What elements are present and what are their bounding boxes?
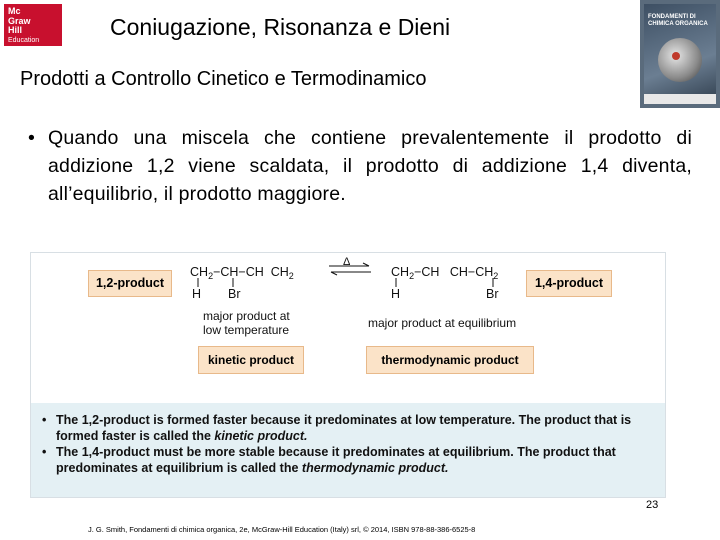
citation-footer: J. G. Smith, Fondamenti di chimica organica, 2e, McGraw-Hill Education (Italy) srl, © 2014, ISBN 978-88-386-6525-8 (88, 525, 476, 534)
logo-line: Graw (8, 15, 31, 26)
bullet-text: Quando una miscela che contiene prevalentemente il prodotto di addizione 1,2 viene scaldata, il prodotto di addizione 1,4 diventa, all’equilibrio, il prodotto maggiore. (48, 127, 692, 205)
note-term: kinetic product. (214, 429, 308, 443)
left-sub-br: Br (228, 287, 241, 301)
left-caption-line: major product at (203, 309, 290, 323)
book-cover-image (640, 0, 720, 108)
note-item: • The 1,2-product is formed faster because it predominates at low temperature. The product that is formed faster is called the kinetic product. (40, 412, 660, 444)
logo-line: Education (8, 36, 40, 44)
equilibrium-arrow-icon (327, 262, 373, 276)
bullet-point (28, 124, 692, 208)
thermodynamic-product-box: thermodynamic product (366, 346, 534, 374)
right-structure: $CH_2-CH$ $CH-CH_2$ (391, 265, 499, 281)
left-structure: $CH_2-CH-CH$ $CH_2$ (190, 265, 294, 281)
label-1-4-product: 1,4-product (526, 270, 612, 297)
right-caption: major product at equilibrium (368, 316, 517, 330)
logo-line: Hill (8, 25, 23, 35)
slide-subtitle: Prodotti a Controllo Cinetico e Termodinamico (20, 68, 427, 90)
publisher-logo (4, 4, 62, 46)
page-number: 23 (646, 499, 659, 511)
note-term: thermodynamic product. (301, 461, 449, 475)
fullerene-image (658, 38, 702, 82)
left-caption (203, 309, 290, 337)
note-item: • The 1,4-product must be more stable because it predominates at equilibrium. The product that predominates at equilibrium is called the thermodynamic product. (40, 444, 660, 476)
kinetic-product-box: kinetic product (198, 346, 304, 374)
heat-symbol: Δ (343, 256, 351, 268)
right-bonds (391, 276, 521, 290)
slide-title: Coniugazione, Risonanza e Dieni (110, 14, 451, 40)
left-bonds (190, 276, 310, 290)
book-cover-title: FONDAMENTI DI CHIMICA ORGANICA (648, 14, 708, 27)
left-caption-line: low temperature (203, 323, 290, 337)
logo-line: Mc (8, 6, 21, 16)
left-sub-h: H (192, 287, 202, 301)
figure-notes (40, 412, 660, 476)
right-sub-br: Br (486, 287, 499, 301)
right-sub-h: H (391, 287, 401, 301)
label-1-2-product: 1,2-product (88, 270, 172, 297)
bullet-dot-icon: • (28, 127, 35, 149)
cover-strip (644, 94, 716, 104)
